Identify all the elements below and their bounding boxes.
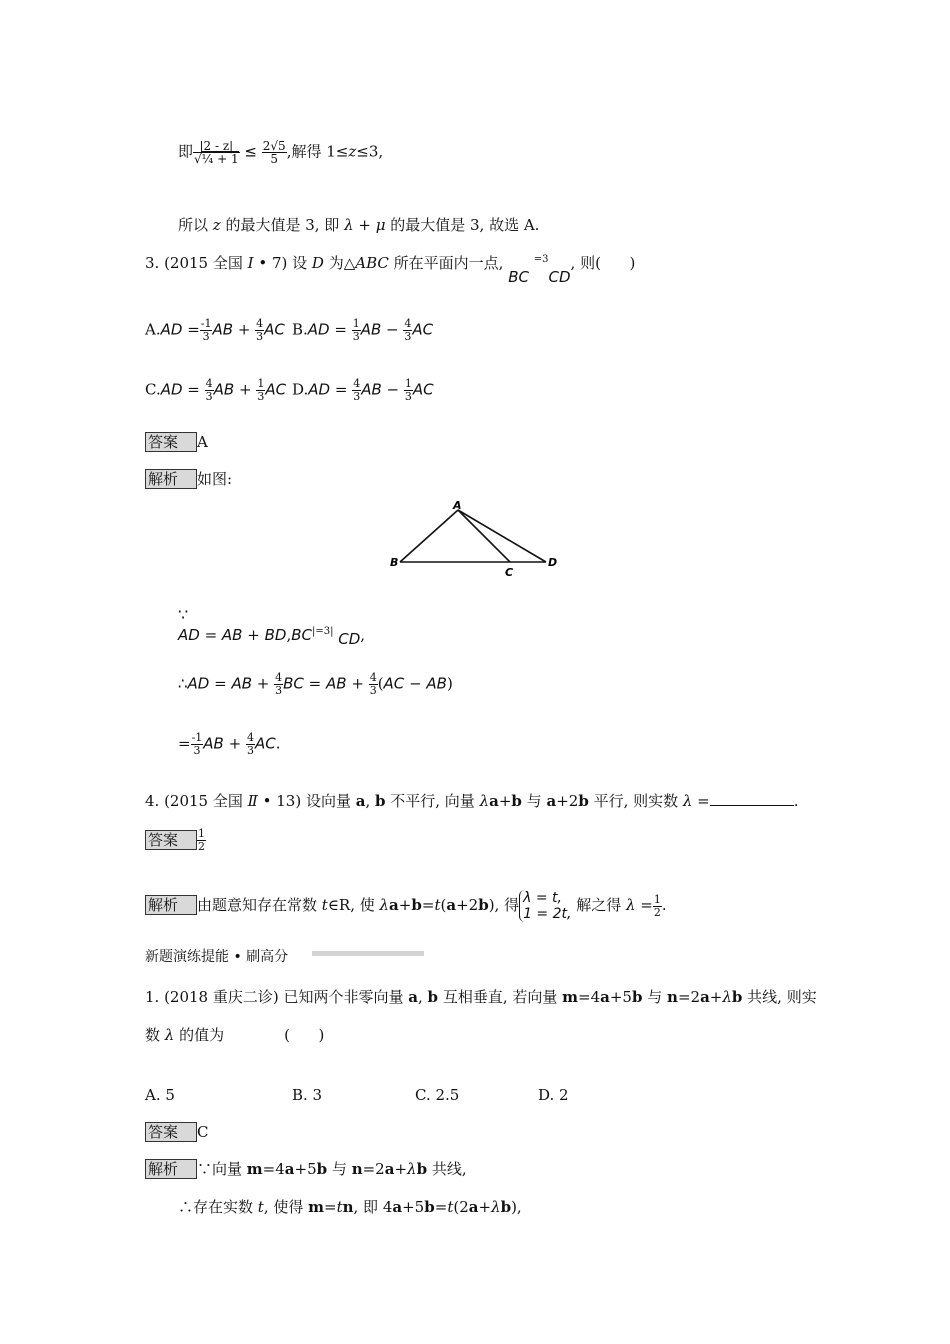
question-3: 3. (2015 全国 Ⅰ • 7) 设 D 为△ABC 所在平面内一点, BC $^{=3}$CD, 则( ) — [145, 254, 636, 286]
step-2: ∴AD = AB + $\frac{4}{3}$ BC = AB + $\frac{4}{3}$ (AC − AB) — [178, 671, 453, 697]
option-3b: B.AD = $\frac{1}{3}$ AB − $\frac{4}{3}$ AC — [292, 317, 434, 343]
fraction-abs: $\frac{|2 - z|}{\text{√¼ + 1}}$ — [194, 139, 239, 166]
answer-value: C — [197, 1123, 209, 1141]
option-a: A. 5 — [145, 1086, 175, 1104]
answer-label: 答案 — [145, 432, 197, 452]
label-c: C — [505, 566, 514, 579]
option-d: D. 2 — [538, 1086, 569, 1104]
new-question-1: 1. (2018 重庆二诊) 已知两个非零向量 a, b 互相垂直, 若向量 m=4a+5b 与 n=2a+λb 共线, 则实 — [145, 988, 817, 1006]
step-3: = $\frac{-1}{3}$ AB + $\frac{4}{3}$ AC. — [178, 731, 281, 757]
section-bar — [312, 951, 424, 956]
answer-row-3 — [145, 432, 208, 452]
option-3d: D.AD = $\frac{4}{3}$ AB − $\frac{1}{3}$ AC — [292, 377, 434, 403]
fraction-2root5-over-5: $\frac{2√5}{5}$ — [262, 139, 286, 166]
triangle-figure — [380, 498, 570, 582]
option-c: C. 2.5 — [415, 1086, 460, 1104]
analysis-n1-step2: ∴存在实数 t, 使得 m=tn, 即 4a+5b=t(2a+λb), — [178, 1198, 522, 1216]
step-1: ∵ AD = AB + $BD,BC^{|=3|}$ CD, — [178, 605, 366, 648]
analysis-row-n1: 解析 ∵向量 m=4a+5b 与 n=2a+λb 共线, — [145, 1158, 467, 1179]
analysis-label: 解析 — [145, 469, 197, 489]
label-a: A — [453, 499, 462, 512]
label-b: B — [390, 556, 399, 569]
analysis-label: 解析 — [145, 1159, 197, 1179]
section-title: 新题演练提能 • 刷高分 — [145, 949, 289, 965]
analysis-text: 如图: — [197, 470, 233, 488]
answer-label: 答案 — [145, 1122, 197, 1142]
answer-row-4: 答案 $\frac{1}{2}$ — [145, 828, 206, 853]
solution-line-inequality: 即 $\frac{|2 - z|}{\text{√¼ + 1}}$ ≤ $\frac{2√5}{5}$ ,解得 1≤z≤3, — [178, 139, 384, 166]
analysis-row-3 — [145, 468, 232, 489]
solution-line-max: 所以 z 的最大值是 3, 即 λ + μ 的最大值是 3, 故选 A. — [178, 216, 540, 234]
analysis-label: 解析 — [145, 895, 197, 915]
answer-row-n1 — [145, 1122, 209, 1142]
label-d: D — [548, 556, 558, 569]
analysis-row-4: 解析 由题意知存在常数 t∈R, 使 λa+b=t(a+2b), 得 λ = t, 1 = 2t, 解之得 λ = $\frac{1}{2}$ . — [145, 890, 667, 922]
new-question-1-cont: 数 λ 的值为 ( ) — [145, 1026, 325, 1044]
option-b: B. 3 — [292, 1086, 323, 1104]
question-4: 4. (2015 全国 Ⅱ • 13) 设向量 a, b 不平行, 向量 λa+b 与 a+2b 平行, 则实数 λ = . — [145, 792, 799, 810]
answer-blank[interactable] — [710, 791, 794, 806]
option-3c: C.AD = $\frac{4}{3}$ AB + $\frac{1}{3}$ AC — [145, 377, 287, 403]
answer-label: 答案 — [145, 830, 197, 850]
answer-value: A — [197, 433, 208, 451]
edge-ab — [400, 510, 458, 562]
option-3a: A.AD = $\frac{-1}{3}$ AB + $\frac{4}{3}$ AC — [145, 317, 285, 343]
